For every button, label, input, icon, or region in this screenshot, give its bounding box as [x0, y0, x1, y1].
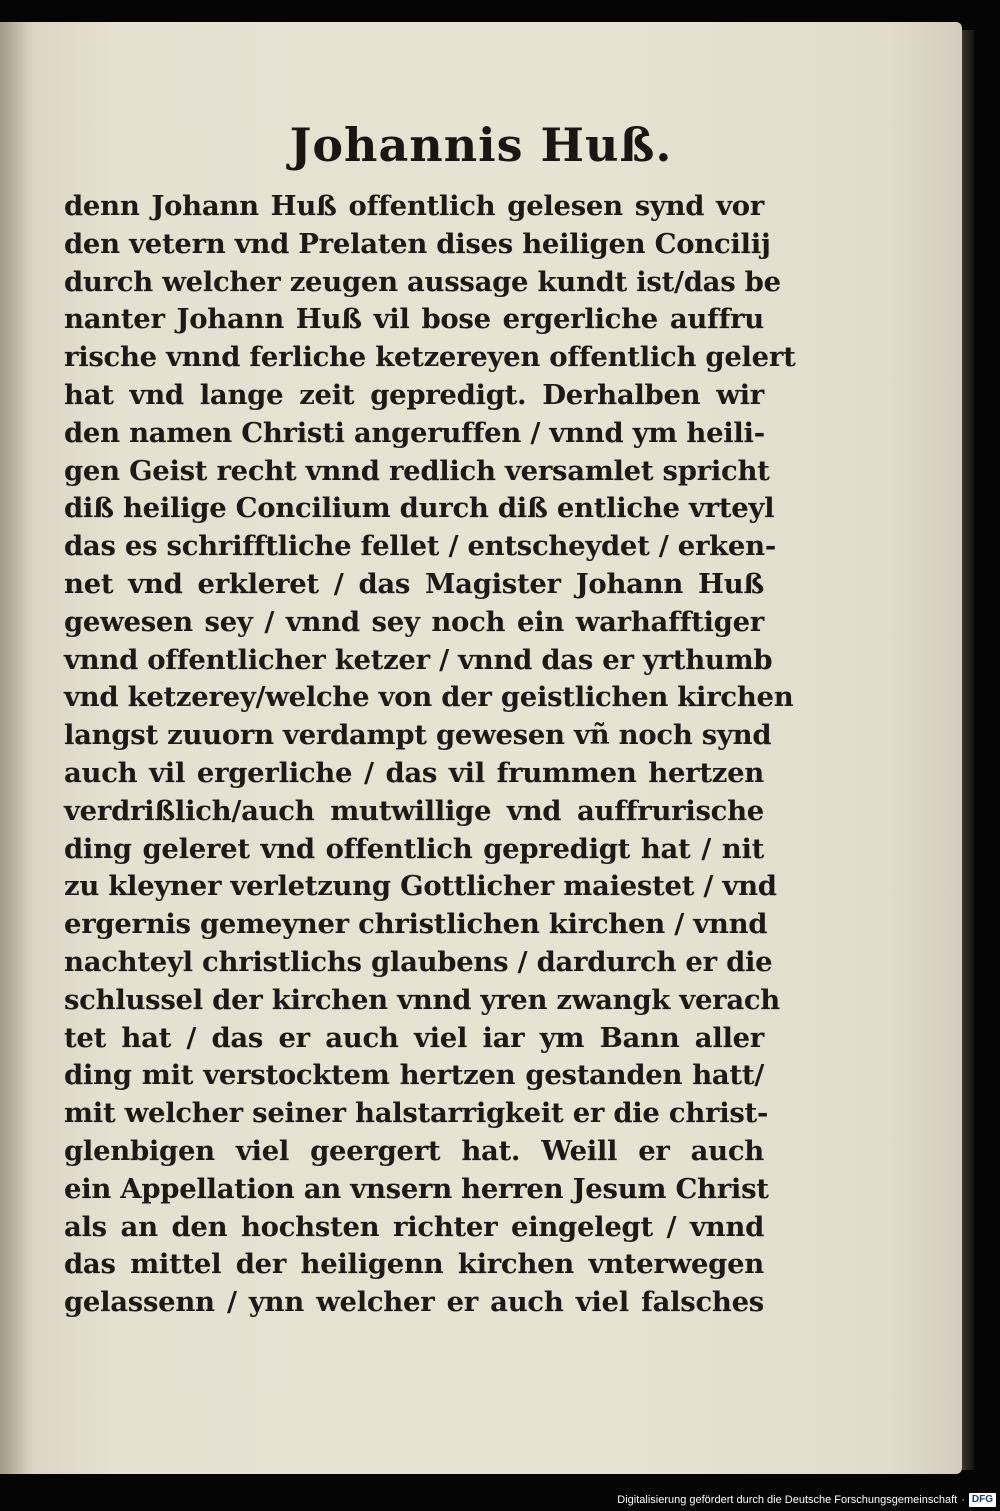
page-edge: [962, 30, 974, 1470]
text-line: gen Geist recht vnnd redlich versamlet spricht: [64, 454, 770, 487]
credit-separator: ·: [961, 1494, 965, 1506]
text-line: den namen Christi angeruffen / vnnd ym heili‐: [64, 416, 765, 449]
text-line: hat vnd lange zeit gepredigt. Derhalben wir: [64, 378, 764, 411]
text-line: als an den hochsten richter eingelegt / vnnd: [64, 1210, 764, 1243]
digitization-credit: [617, 1492, 996, 1508]
text-line: rische vnnd ferliche ketzereyen offentlich gelert: [64, 341, 796, 374]
text-line: net vnd erkleret / das Magister Johann Huß: [64, 567, 764, 600]
body-text: [64, 188, 796, 1322]
text-line: gelassenn / ynn welcher er auch viel falsches: [64, 1286, 764, 1319]
text-line: den vetern vnd Prelaten dises heiligen Concilij: [64, 227, 771, 260]
text-line: glenbigen viel geergert hat. Weill er auch: [64, 1134, 764, 1167]
text-line: ding mit verstocktem hertzen gestanden hatt/: [64, 1059, 764, 1092]
text-line: ding geleret vnd offentlich gepredigt hat / nit: [64, 832, 764, 865]
text-line: vnnd offentlicher ketzer / vnnd das er yrthumb: [64, 643, 773, 676]
text-line: ein Appellation an vnsern herren Jesum Christ: [64, 1172, 769, 1205]
text-line: verdrißlich/auch mutwillige vnd auffrurische: [64, 794, 764, 827]
text-line: denn Johann Huß offentlich gelesen synd vor: [64, 190, 764, 222]
text-line: durch welcher zeugen aussage kundt ist/das be: [64, 265, 781, 298]
text-line: tet hat / das er auch viel iar ym Bann aller: [64, 1021, 764, 1054]
text-line: nanter Johann Huß vil bose ergerliche auffru: [64, 303, 764, 336]
text-line: nachteyl christlichs glaubens / dardurch er die: [64, 945, 773, 978]
text-line: vnd ketzerey/welche von der geistlichen kirchen: [64, 681, 794, 714]
text-line: auch vil ergerliche / das vil frummen hertzen: [64, 756, 764, 789]
dfg-logo-icon: DFG: [969, 1493, 996, 1507]
text-line: mit welcher seiner halstarrigkeit er die christ‐: [64, 1097, 769, 1130]
running-head: Johannis Huß.: [289, 118, 673, 172]
credit-text: Digitalisierung gefördert durch die Deutsche Forschungsgemeinschaft: [617, 1494, 958, 1506]
text-line: gewesen sey / vnnd sey noch ein warhafftiger: [64, 605, 764, 638]
book-page: [0, 22, 962, 1474]
text-line: das mittel der heiligenn kirchen vnterwegen: [64, 1248, 764, 1281]
text-line: schlussel der kirchen vnnd yren zwangk verach: [64, 983, 781, 1016]
text-line: ergernis gemeyner christlichen kirchen / vnnd: [64, 908, 768, 941]
text-line: langst zuuorn verdampt gewesen vñ noch synd: [64, 719, 772, 752]
text-line: zu kleyner verletzung Gottlicher maiestet / vnd: [64, 870, 777, 903]
text-line: das es schrifftliche fellet / entscheydet / erken‐: [64, 530, 776, 563]
text-line: diß heilige Concilium durch diß entliche vrteyl: [64, 492, 775, 525]
